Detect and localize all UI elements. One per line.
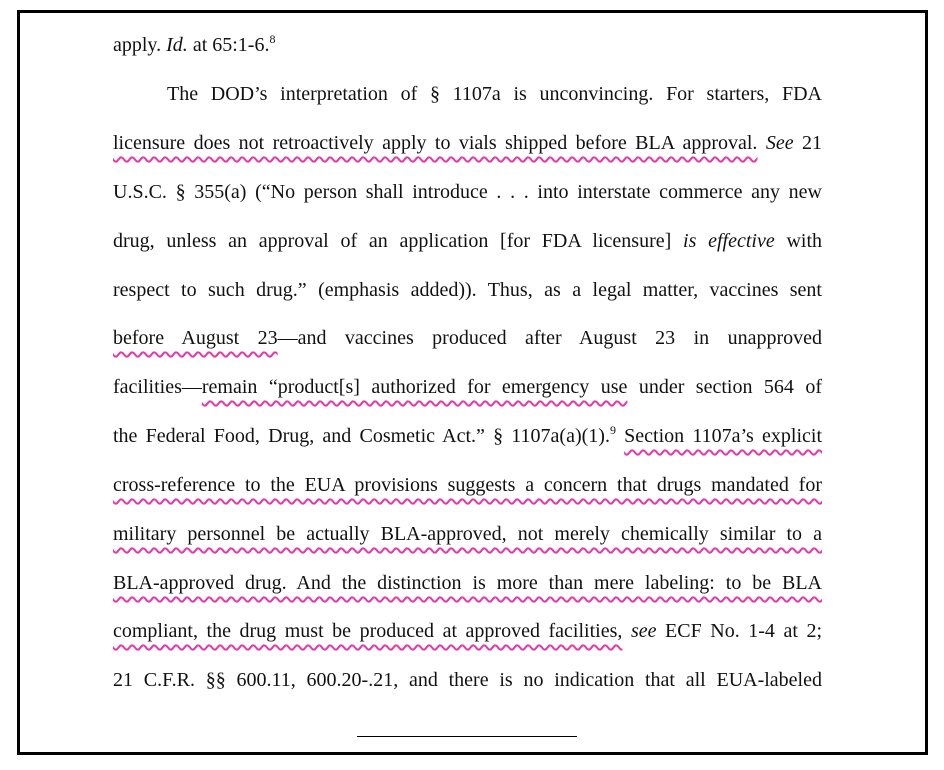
text-line-10: [113, 473, 822, 497]
citation-signal: see: [630, 620, 657, 642]
text-run: 21 C.F.R. §§ 600.11, 600.20-.21, and there is no indication that all EUA-labeled: [113, 669, 822, 691]
text-line-14: [113, 668, 822, 692]
highlighted-text: BLA-approved drug. And the distinction is more than mere labeling: to be BLA: [113, 572, 822, 594]
footnote-separator: [357, 736, 577, 737]
footnote-marker-8: 8: [269, 32, 276, 46]
text-run: The DOD’s interpretation of § 1107a is unconvincing. For starters, FDA: [167, 83, 822, 105]
text-run: respect to such drug.” (emphasis added)). Thus, as a legal matter, vaccines sent: [113, 279, 822, 301]
citation-id: Id.: [166, 34, 188, 56]
text-run: at 65:1-6.: [187, 34, 270, 56]
text-run: 21: [793, 132, 822, 154]
emphasis-text: is effective: [683, 230, 775, 252]
text-run: ECF No. 1-4 at 2;: [656, 620, 823, 642]
text-line-3: [113, 131, 822, 155]
text-run: drug, unless an approval of an application [for FDA licensure]: [113, 230, 684, 252]
text-line-9: [113, 424, 822, 450]
highlighted-text: Section 1107a’s explicit: [624, 425, 822, 447]
text-run: the Federal Food, Drug, and Cosmetic Act.” § 1107a(a)(1).: [113, 425, 610, 447]
text-run: apply.: [113, 34, 167, 56]
text-run: facilities—: [113, 376, 202, 398]
text-line-1: [113, 33, 822, 59]
highlighted-text: remain “product[s] authorized for emergency use: [201, 376, 628, 398]
text-line-8: [113, 375, 822, 399]
text-run: [616, 425, 624, 447]
text-run: with: [774, 230, 823, 252]
text-run: [622, 620, 631, 642]
text-line-13: [113, 619, 822, 643]
footnote-marker-9: 9: [609, 423, 616, 437]
text-line-6: [113, 278, 822, 302]
highlighted-text: before August 23: [113, 327, 278, 349]
text-line-2: [167, 82, 822, 106]
text-run: —and vaccines produced after August 23 in unapproved: [277, 327, 822, 349]
citation-signal: See: [765, 132, 794, 154]
text-line-5: [113, 229, 822, 253]
text-line-4: [113, 180, 822, 204]
text-run: under section 564 of: [627, 376, 822, 398]
highlighted-text: cross-reference to the EUA provisions suggests a concern that drugs mandated for: [113, 474, 822, 496]
text-line-7: [113, 326, 822, 350]
text-run: U.S.C. § 355(a) (“No person shall introduce . . . into interstate commerce any new: [113, 181, 822, 203]
highlighted-text: licensure does not retroactively apply to vials shipped before BLA approval.: [113, 132, 758, 154]
highlighted-text: compliant, the drug must be produced at approved facilities,: [113, 620, 623, 642]
text-line-11: [113, 522, 822, 546]
highlighted-text: military personnel be actually BLA-approved, not merely chemically similar to a: [113, 523, 822, 545]
text-line-12: [113, 571, 822, 595]
text-run: [757, 132, 765, 154]
